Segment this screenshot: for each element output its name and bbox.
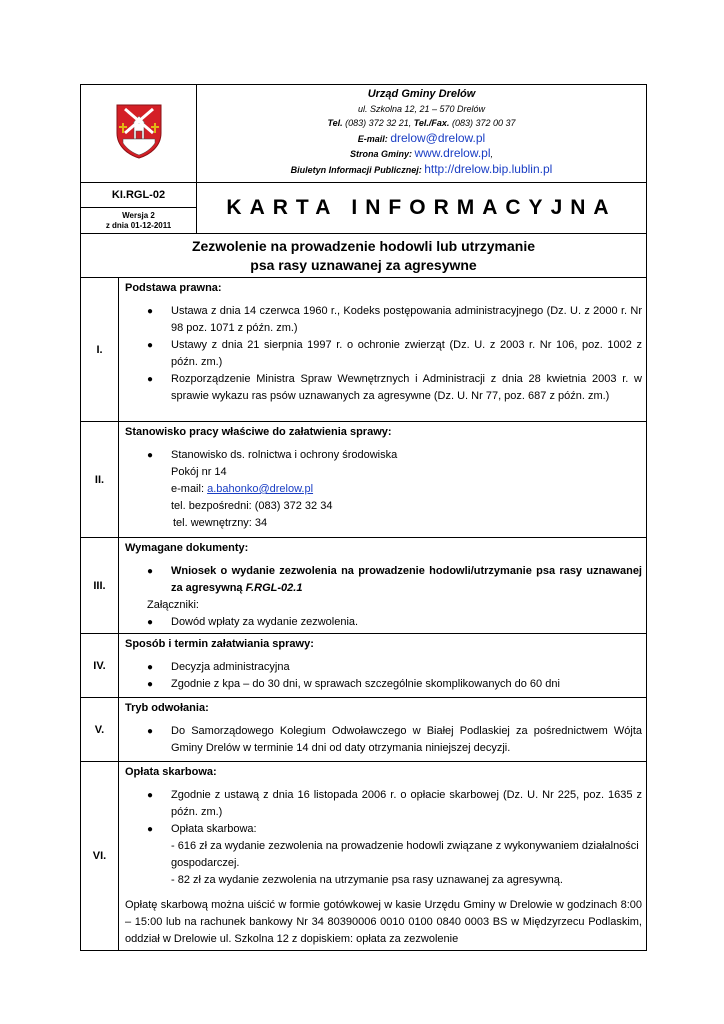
office-website: Strona Gminy: www.drelow.pl, (349, 146, 494, 160)
bullet-icon: ● (147, 566, 154, 577)
document-page (80, 84, 646, 951)
bullet-icon: ● (147, 617, 154, 628)
section-number: II. (81, 422, 119, 538)
section-heading: Podstawa prawna: (125, 282, 222, 294)
list-item: ● Wniosek o wydanie zezwolenia na prowadzenie hodowli/utrzymanie psa rasy uznawanej za agresywną F.RGL-02.1 (147, 565, 642, 594)
section-heading: Opłata skarbowa: (125, 766, 217, 778)
list-item: ● Opłata skarbowa: (125, 821, 642, 838)
room: Pokój nr 14 (171, 466, 227, 478)
logo-cell (81, 85, 197, 183)
section-heading: Wymagane dokumenty: (125, 542, 249, 554)
contact-phone: tel. bezpośredni: (083) 372 32 34 (171, 500, 333, 512)
list-item: ● Dowód wpłaty za wydanie zezwolenia. (125, 614, 642, 631)
coat-of-arms-icon (115, 103, 163, 159)
section-number: VI. (81, 762, 119, 951)
list-item: ● Stanowisko ds. rolnictwa i ochrony środowiska (125, 447, 642, 464)
bullet-icon: ● (147, 450, 154, 461)
bullet-icon: ● (147, 790, 154, 801)
payment-info: Opłatę skarbową można uiścić w formie gotówkowej w kasie Urzędu Gminy w Drelowie w godzinach 8:00 – 15:00 lub na rachunek bankowy Nr 34 80390006 0010 0100 0840 0003 BS w Międzyrzecu Podlaskim, oddział w Drelowie ul. Szkolna 12 z dopiskiem: opłata za zezwolenie (125, 899, 642, 945)
office-address: ul. Szkolna 12, 21 – 570 Drelów (357, 103, 486, 114)
section-legal-basis (119, 278, 647, 422)
bullet-icon: ● (147, 374, 154, 385)
section-documents (119, 538, 647, 634)
bip-link[interactable]: http://drelow.bip.lublin.pl (424, 161, 553, 176)
section-workplace (119, 422, 647, 538)
fee-line: - 82 zł za wydanie zezwolenia na utrzymanie psa rasy uznawanej za agresywną. (171, 874, 563, 886)
office-info (197, 85, 647, 183)
list-item: ● Decyzja administracyjna (125, 659, 642, 676)
section-heading: Stanowisko pracy właściwe do załatwienia sprawy: (125, 426, 392, 438)
version-date: z dnia 01-12-2011 (105, 220, 172, 230)
office-bip: Biuletyn Informacji Publicznej: http://drelow.bip.lublin.pl (290, 161, 553, 176)
bullet-icon: ● (147, 662, 154, 673)
contact-email-link[interactable]: a.bahonko@drelow.pl (207, 483, 314, 495)
list-item: ● Zgodnie z ustawą z dnia 16 listopada 2006 r. o opłacie skarbowej (Dz. U. Nr 225, poz. 1635 z późn. zm.) (147, 789, 642, 818)
section-number: I. (81, 278, 119, 422)
list-item: ● Ustawy z dnia 21 sierpnia 1997 r. o ochronie zwierząt (Dz. U. z 2003 r. Nr 106, poz. 1002 z późn. zm.) (147, 339, 642, 368)
section-stamp-duty (119, 762, 647, 951)
section-heading: Sposób i termin załatwiania sprawy: (125, 638, 314, 650)
office-phones: Tel. (083) 372 32 21, Tel./Fax. (083) 372 00 37 (327, 118, 516, 128)
doc-code: KI.RGL-02 (81, 183, 197, 208)
card-title: KARTA INFORMACYJNA (197, 183, 647, 234)
section-number: III. (81, 538, 119, 634)
contact-ext: tel. wewnętrzny: 34 (173, 517, 268, 529)
bullet-icon: ● (147, 340, 154, 351)
fee-line: - 616 zł za wydanie zezwolenia na prowadzenie hodowli związane z wykonywaniem działalności gospodarczej. (171, 840, 639, 869)
section-heading: Tryb odwołania: (125, 702, 209, 714)
bullet-icon: ● (147, 726, 154, 737)
info-card-table (80, 84, 647, 951)
bullet-icon: ● (147, 306, 154, 317)
section-procedure (119, 634, 647, 698)
section-appeal (119, 698, 647, 762)
contact-email: e-mail: a.bahonko@drelow.pl (171, 483, 314, 495)
bullet-icon: ● (147, 824, 154, 835)
email-link[interactable]: drelow@drelow.pl (390, 130, 486, 145)
office-email: E-mail: drelow@drelow.pl (357, 130, 486, 145)
subject: Zezwolenie na prowadzenie hodowli lub utrzymanie psa rasy uznawanej za agresywne (81, 234, 647, 278)
list-item: ● Ustawa z dnia 14 czerwca 1960 r., Kodeks postępowania administracyjnego (Dz. U. z 2000 r. Nr 98 poz. 1071 z późn. zm.) (147, 305, 642, 334)
version-info (81, 208, 197, 234)
list-item: ● Rozporządzenie Ministra Spraw Wewnętrznych i Administracji z dnia 28 kwietnia 2003 r. w sprawie wykazu ras psów uznawanych za agresywne (Dz. U. Nr 77, poz. 687 z późn. zm.) (147, 373, 642, 402)
list-item: ● Zgodnie z kpa – do 30 dni, w sprawach szczególnie skomplikowanych do 60 dni (125, 676, 642, 693)
list-item: ● Do Samorządowego Kolegium Odwoławczego w Białej Podlaskiej za pośrednictwem Wójta Gminy Drelów w terminie 14 dni od daty otrzymania niniejszej decyzji. (147, 725, 642, 754)
section-number: V. (81, 698, 119, 762)
website-link[interactable]: www.drelow.pl (414, 146, 491, 160)
version-label: Wersja 2 (122, 210, 155, 220)
section-number: IV. (81, 634, 119, 698)
bullet-icon: ● (147, 679, 154, 690)
attachments-label: Załączniki: (147, 599, 199, 611)
office-name: Urząd Gminy Drelów (367, 88, 476, 100)
